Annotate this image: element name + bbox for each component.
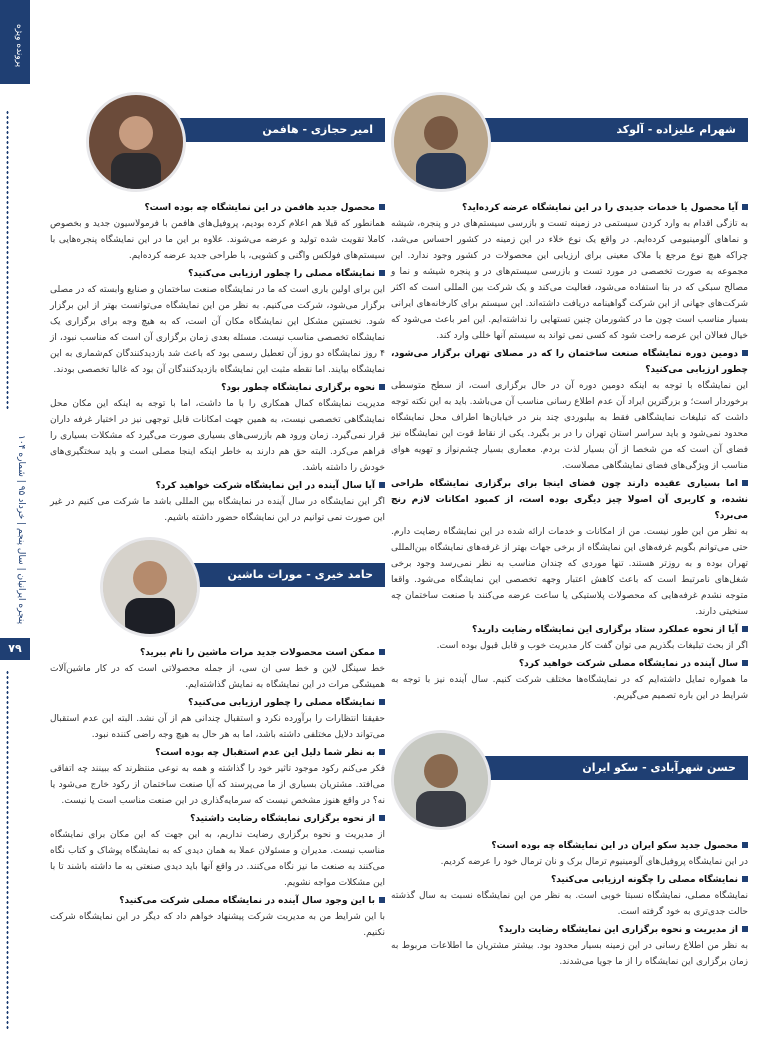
question: از نحوه برگزاری نمایشگاه رضایت داشتید؟ xyxy=(50,811,385,827)
interviewee-name: حامد خیری - مورات ماشین xyxy=(227,568,373,581)
interviewee-name: شهرام علیزاده - آلوکد xyxy=(616,123,736,136)
profile-header xyxy=(50,537,385,641)
question: نمایشگاه مصلی را چطور ارزیابی می‌کنید؟ xyxy=(50,695,385,711)
answer: این برای اولین باری است که ما در نمایشگاه صنعت ساختمان و صنایع وابسته که در مصلی برگزار می‌شود، شرکت می‌کنیم. به نظر من این نمایشگاه می‌توانست بهتر از این برگزار شود. نخستین مشکل این نمایشگاه مکان آن است، که به هیچ وجه برای برگزاری یک نمایشگاه تخصصی مناسب نیست. مسئله بعدی زمان برگزاری آن است که مناسب نبود، از ۴ روز نمایشگاه دو روز آن تعطیل رسمی بود که باعث شد بازدیدکنندگان کم‌شماری به این نمایشگاه بیایند. اما نقطه مثبت این نمایشگاه بازدیدکنندگان آن بود که غالبا تخصصی بودند. xyxy=(50,285,385,375)
answer: در این نمایشگاه پروفیل‌های آلومینیوم ترمال برک و نان ترمال خود را عرضه کردیم. xyxy=(440,857,748,867)
question: از مدیریت و نحوه برگزاری این نمایشگاه رضایت دارید؟ xyxy=(391,922,748,938)
answer: فکر می‌کنم رکود موجود تاثیر خود را گذاشته و همه به نوعی منتظرند که ببینند چه اتفاقی می‌افتد. مشتریان بسیاری از ما می‌پرسند که آیا صنعت ساختمان از رکود خارج می‌شود یا نه؟ در واقع هنوز مشخص نیست که سرمایه‌گذاری در این صنعت مناسب است یا نیست. xyxy=(50,764,385,806)
answer: اگر از بحث تبلیغات بگذریم می توان گفت کار مدیریت خوب و قابل قبول بوده است. xyxy=(436,641,748,651)
answer: خط سینگل لاین و خط سی ان سی، از جمله محصولاتی است که در کار ماشین‌آلات همیشگی مرات در این نمایشگاه به نمایش گذاشته‌ایم. xyxy=(50,664,385,690)
article xyxy=(50,645,385,941)
column-right xyxy=(391,92,748,706)
question: نمایشگاه مصلی را چطور ارزیابی می‌کنید؟ xyxy=(50,266,385,282)
question: محصول جدید سکو ایران در این نمایشگاه چه بوده است؟ xyxy=(391,838,748,854)
question: آیا محصول یا خدمات جدیدی را در این نمایشگاه عرضه کرده‌اید؟ xyxy=(391,200,748,216)
article xyxy=(391,838,748,970)
page-number: ۷۹ xyxy=(0,638,30,660)
answer: مدیریت نمایشگاه کمال همکاری را با ما داشت، اما با توجه به اینکه این مکان محل نمایشگاهی تخصصی نیست، به همین جهت امکانات قابل توجهی نیز در اختیار غرفه داران قرار نمی‌گیرد. زمان ورود هم بازرسی‌های بسیاری صورت می‌گیرد که مشکلات بسیاری را فراهم می‌کرد. البته حق هم دارند به خاطر اینکه اینجا مصلی است و باید سختگیری‌های خودش را داشته باشد. xyxy=(50,399,385,473)
interviewee-photo xyxy=(86,92,186,192)
interviewee-photo xyxy=(391,730,491,830)
question: دومین دوره نمایشگاه صنعت ساختمان را که در مصلای تهران برگزار می‌شود، چطور ارزیابی می‌کنید؟ xyxy=(391,346,748,378)
dotted-rule-bottom xyxy=(6,670,9,1030)
question: نمایشگاه مصلی را چگونه ارزیابی می‌کنید؟ xyxy=(391,872,748,888)
answer: این نمایشگاه با توجه به اینکه دومین دوره آن در حال برگزاری است، از سطح متوسطی برخوردار است؛ و بزرگترین ایراد آن عدم اطلاع رسانی مناسب آن می‌باشد. باید به این نکته توجه داشت که تبلیغات نمایشگاهی فقط به بیلبوردی چند بنر در خیابان‌ها اطراف محل نمایشگاه محدود نمی‌شود و باید سراسر استان تهران را در بر بگیرد. یکی از نقاط قوت این نمایشگاه نیز فضای آن است که من شخصا از آن بسیار لذت بردم. معماری بسیار چشم‌نواز و تهویه هوای مناسب از ویژگی‌های فضای نمایشگاهی مصلاست. xyxy=(391,381,748,471)
answer: با این شرایط من به مدیریت شرکت پیشنهاد خواهم داد که دیگر در این نمایشگاه شرکت نکنیم. xyxy=(50,912,385,938)
profile-header xyxy=(391,92,748,196)
interviewee-photo xyxy=(391,92,491,192)
answer: به تازگی اقدام به وارد کردن سیستمی در زمینه تست و بازرسی سیستم‌های در و پنجره، شیشه و نماهای آلومینیومی کرده‌ایم. در واقع یک نوع خلاء در این زمینه در کشور احساس می‌شد، چراکه هیچ نوع مرجع یا ملاک معینی برای ارزیابی این محصولات در کشور وجود ندارد. این مجموعه به صورت تخصصی در مورد تست و بازرسی سیستم‌های در و پنجره شیشه و نما و مصالح سبکی که در بنا استفاده می‌شود، فعالیت می‌کند و یک شرکت بین المللی است که اکثر شرکت‌های جهانی از این شرکت گواهینامه دریافت داشته‌اند. این سیستم برای کارخانه‌های ایرانی بسیار مناسب است چون ما در کشورمان چنین تستهایی را نداشته‌ایم. این امر باعث می‌شود که خیال فعالان این عرصه راحت شود که کسی نمی تواند به سیستم آنها خللی وارد کند. xyxy=(391,219,748,341)
column-right-lower xyxy=(391,730,748,972)
profile-header xyxy=(50,92,385,196)
question: آیا از نحوه عملکرد ستاد برگزاری این نمایشگاه رضایت دارید؟ xyxy=(391,622,748,638)
answer: حقیقتا انتظارات را برآورده نکرد و استقبال چندانی هم از آن نشد. البته این عدم استقبال می‌تواند دلایل مختلفی داشته باشد، اما به هر حال به هیچ وجه راضی کننده نبود. xyxy=(50,714,385,740)
article xyxy=(50,200,385,526)
profile-header xyxy=(391,730,748,834)
article xyxy=(391,200,748,704)
magazine-credit: پنجره ایرانیان | سال پنجم | خرداد ۹۵ | شماره ۱۰۴ xyxy=(16,435,26,625)
question: با این وجود سال آینده در نمایشگاه مصلی شرکت می‌کنید؟ xyxy=(50,893,385,909)
answer: همانطور که قبلا هم اعلام کرده بودیم، پروفیل‌های هافمن با فرمولاسیون جدید و بخصوص کاملا تقویت شده تولید و عرضه می‌شوند. علاوه بر این ما در این نمایشگاه پنجره‌هایی با سیستم‌های فولکس واگنی و کشویی، با طراحی جدید عرضه کرده‌ایم. xyxy=(50,219,385,261)
column-left-lower xyxy=(50,537,385,943)
answer: به نظر من این طور نیست. من از امکانات و خدمات ارائه شده در این نمایشگاه رضایت دارم. حتی می‌توانم بگویم غرفه‌های این نمایشگاه از برخی جهات بهتر از غرفه‌های نمایشگاه بین‌المللی تهران بوده و به روزتر هستند. تنها موردی که چندان مناسب به نظر نمی‌رسد وجود برخی شغل‌های نامرتبط است که باعث کاهش اعتبار وجهه تخصصی این نمایشگاه می‌شود. واقعا متوجه نشدم غرفه‌هایی که محصولات پلاستیکی یا ساعت عرضه می‌کنند با صنعت ساختمان چه سنخیتی دارند. xyxy=(391,527,748,617)
section-tab xyxy=(0,0,30,84)
interviewee-name: حسن شهرآبادی - سکو ایران xyxy=(582,761,736,774)
answer: ما همواره تمایل داشته‌ایم که در نمایشگاه‌ها مختلف شرکت کنیم. سال آینده نیز با توجه به شرایط در این باره تصمیم می‌گیریم. xyxy=(391,675,748,701)
question: نحوه برگزاری نمایشگاه چطور بود؟ xyxy=(50,380,385,396)
interviewee-photo xyxy=(100,537,200,637)
answer: نمایشگاه مصلی، نمایشگاه نسبتا خوبی است. به نظر من این نمایشگاه نسبت به سال گذشته حالت جدی‌تری به خود گرفته است. xyxy=(391,891,748,917)
question: ممکن است محصولات جدید مرات ماشین را نام ببرید؟ xyxy=(50,645,385,661)
section-label: پرونده ویژه xyxy=(14,24,24,68)
question: محصول جدید هافمن در این نمایشگاه چه بوده است؟ xyxy=(50,200,385,216)
question: اما بسیاری عقیده دارند چون فضای اینجا برای برگزاری نمایشگاه طراحی نشده، و کاربری آن اصولا چیز دیگری بوده است، از کمبود امکانات لازم رنج می‌برد؟ xyxy=(391,476,748,524)
question: آیا سال آینده در این نمایشگاه شرکت خواهید کرد؟ xyxy=(50,478,385,494)
answer: اگر این نمایشگاه در سال آینده در نمایشگاه بین المللی باشد ما شرکت می کنیم در غیر این صورت نمی توانیم در این نمایشگاه حضور داشته باشیم. xyxy=(50,497,385,523)
question: سال آینده در نمایشگاه مصلی شرکت خواهید کرد؟ xyxy=(391,656,748,672)
dotted-rule-top xyxy=(6,110,9,410)
answer: از مدیریت و نحوه برگزاری رضایت نداریم، به این جهت که این مکان برای نمایشگاه مناسب نیست. مدیران و مسئولان عملا به همان دیدی که به نمایشگاه پوشاک و کتاب نگاه می‌کنند به صنعت ما نیز نگاه می‌کنند. در واقع آنها باید دیدی صنعتی به ما داشته باشند تا با این مشکلات مواجه نشویم. xyxy=(50,830,385,888)
interviewee-name: امیر حجازی - هافمن xyxy=(262,123,373,136)
question: به نظر شما دلیل این عدم استقبال چه بوده است؟ xyxy=(50,745,385,761)
answer: به نظر من اطلاع رسانی در این زمینه بسیار محدود بود. بیشتر مشتریان ما اطلاعات مربوط به زمان برگزاری این نمایشگاه را از ما جویا می‌شدند. xyxy=(391,941,748,967)
column-left xyxy=(50,92,385,528)
